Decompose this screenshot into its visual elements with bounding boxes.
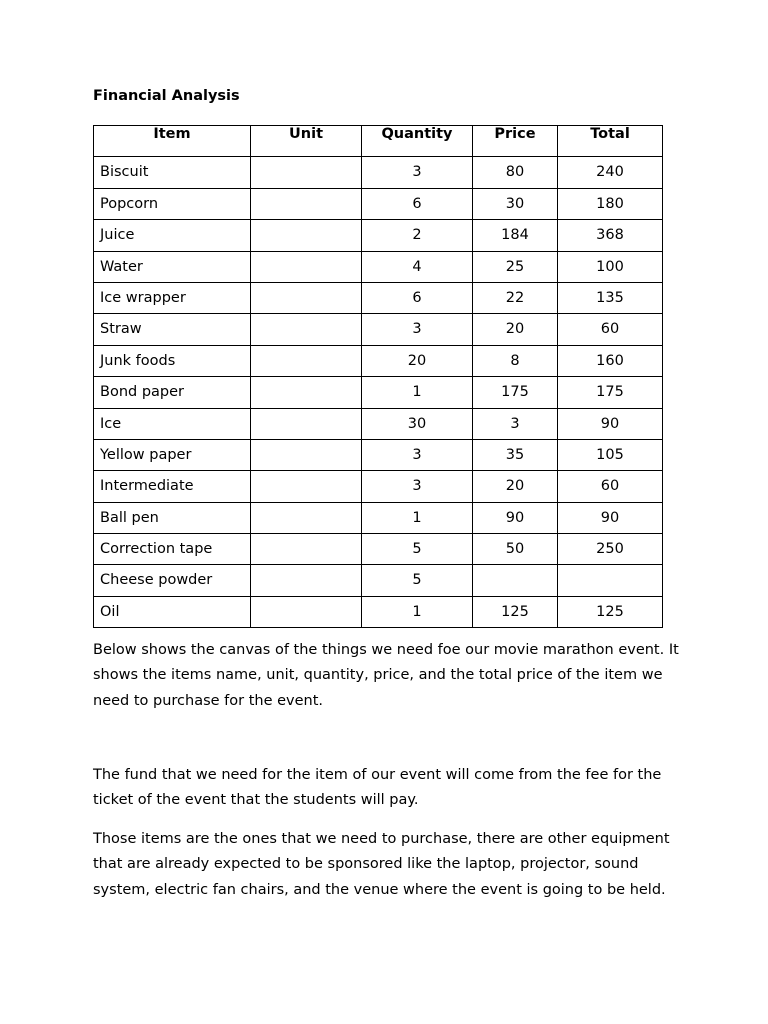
cell-item: Correction tape xyxy=(94,534,251,565)
table-row xyxy=(94,282,663,313)
paragraph-funding: The fund that we need for the item of our event will come from the fee for the ticket of the event that the students will pay. xyxy=(93,767,662,809)
table-row xyxy=(94,596,663,627)
table-row xyxy=(94,188,663,219)
cell-unit xyxy=(251,282,362,313)
table-header-row xyxy=(94,126,663,157)
header-total: Total xyxy=(558,126,663,157)
cell-price: 80 xyxy=(473,157,558,188)
table-row xyxy=(94,502,663,533)
cell-quantity: 4 xyxy=(362,251,473,282)
cell-item: Water xyxy=(94,251,251,282)
cell-total: 60 xyxy=(558,314,663,345)
cell-price: 3 xyxy=(473,408,558,439)
cell-quantity: 6 xyxy=(362,282,473,313)
cell-item: Bond paper xyxy=(94,377,251,408)
cell-quantity: 3 xyxy=(362,471,473,502)
cell-total: 90 xyxy=(558,502,663,533)
cell-total: 160 xyxy=(558,345,663,376)
paragraph-description: Below shows the canvas of the things we need foe our movie marathon event. It shows the items name, unit, quantity, price, and the total price of the item we need to purchase for the event. xyxy=(93,642,679,709)
cell-unit xyxy=(251,188,362,219)
cell-unit xyxy=(251,157,362,188)
cell-quantity: 1 xyxy=(362,377,473,408)
cell-price: 20 xyxy=(473,314,558,345)
table-body xyxy=(94,157,663,628)
cell-item: Juice xyxy=(94,220,251,251)
header-item: Item xyxy=(94,126,251,157)
cell-unit xyxy=(251,220,362,251)
cell-quantity: 2 xyxy=(362,220,473,251)
cell-unit xyxy=(251,251,362,282)
cell-item: Popcorn xyxy=(94,188,251,219)
cell-price: 125 xyxy=(473,596,558,627)
header-price: Price xyxy=(473,126,558,157)
cell-quantity: 5 xyxy=(362,534,473,565)
table-row xyxy=(94,439,663,470)
table-row xyxy=(94,565,663,596)
cell-total: 250 xyxy=(558,534,663,565)
table-row xyxy=(94,314,663,345)
cell-unit xyxy=(251,314,362,345)
cell-price xyxy=(473,565,558,596)
table-row xyxy=(94,408,663,439)
cell-item: Ice wrapper xyxy=(94,282,251,313)
cell-unit xyxy=(251,502,362,533)
cell-total: 368 xyxy=(558,220,663,251)
cell-quantity: 6 xyxy=(362,188,473,219)
cell-quantity: 1 xyxy=(362,502,473,533)
table-row xyxy=(94,345,663,376)
cell-item: Ball pen xyxy=(94,502,251,533)
cell-price: 175 xyxy=(473,377,558,408)
table-row xyxy=(94,471,663,502)
cell-unit xyxy=(251,377,362,408)
cell-total: 135 xyxy=(558,282,663,313)
cell-total: 90 xyxy=(558,408,663,439)
cell-price: 184 xyxy=(473,220,558,251)
cell-unit xyxy=(251,596,362,627)
cell-item: Cheese powder xyxy=(94,565,251,596)
cell-item: Ice xyxy=(94,408,251,439)
cell-price: 22 xyxy=(473,282,558,313)
cell-price: 8 xyxy=(473,345,558,376)
cell-total: 100 xyxy=(558,251,663,282)
cell-item: Intermediate xyxy=(94,471,251,502)
cell-item: Straw xyxy=(94,314,251,345)
cell-unit xyxy=(251,439,362,470)
cell-total: 175 xyxy=(558,377,663,408)
financial-table xyxy=(93,125,663,628)
table-row xyxy=(94,220,663,251)
table-row xyxy=(94,377,663,408)
cell-price: 50 xyxy=(473,534,558,565)
table-row xyxy=(94,534,663,565)
cell-total: 60 xyxy=(558,471,663,502)
cell-total: 105 xyxy=(558,439,663,470)
header-quantity: Quantity xyxy=(362,126,473,157)
cell-item: Yellow paper xyxy=(94,439,251,470)
cell-price: 35 xyxy=(473,439,558,470)
cell-unit xyxy=(251,345,362,376)
paragraph-sponsored: Those items are the ones that we need to purchase, there are other equipment that are already expected to be sponsored like the laptop, projector, sound system, electric fan chairs, and the venue where the event is going to be held. xyxy=(93,831,670,898)
cell-item: Biscuit xyxy=(94,157,251,188)
cell-total xyxy=(558,565,663,596)
header-unit: Unit xyxy=(251,126,362,157)
cell-unit xyxy=(251,408,362,439)
cell-total: 125 xyxy=(558,596,663,627)
cell-unit xyxy=(251,534,362,565)
cell-quantity: 1 xyxy=(362,596,473,627)
cell-quantity: 5 xyxy=(362,565,473,596)
cell-quantity: 30 xyxy=(362,408,473,439)
cell-total: 180 xyxy=(558,188,663,219)
cell-unit xyxy=(251,565,362,596)
cell-quantity: 3 xyxy=(362,439,473,470)
cell-item: Oil xyxy=(94,596,251,627)
cell-total: 240 xyxy=(558,157,663,188)
table-row xyxy=(94,251,663,282)
cell-price: 90 xyxy=(473,502,558,533)
cell-price: 30 xyxy=(473,188,558,219)
cell-unit xyxy=(251,471,362,502)
cell-quantity: 20 xyxy=(362,345,473,376)
cell-item: Junk foods xyxy=(94,345,251,376)
cell-quantity: 3 xyxy=(362,157,473,188)
cell-price: 20 xyxy=(473,471,558,502)
cell-quantity: 3 xyxy=(362,314,473,345)
cell-price: 25 xyxy=(473,251,558,282)
document-title: Financial Analysis xyxy=(93,88,240,104)
table-row xyxy=(94,157,663,188)
